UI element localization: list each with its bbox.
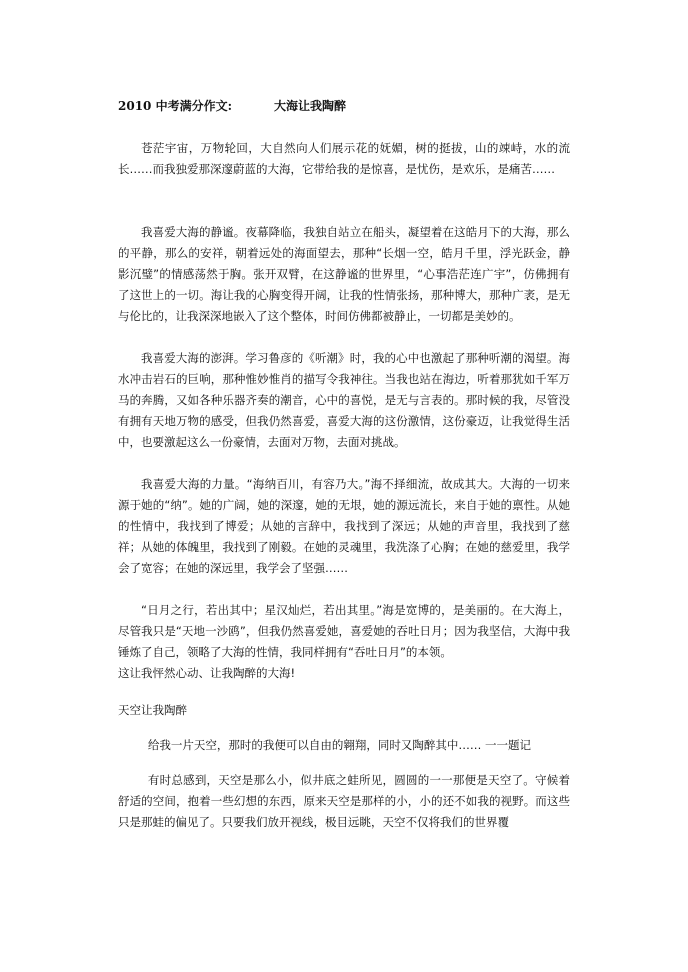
second-essay-title: 天空让我陶醉	[118, 703, 187, 717]
essay-title: 大海让我陶醉	[274, 99, 347, 113]
paragraph-surge: 我喜爱大海的澎湃。学习鲁彦的《听潮》时，我的心中也激起了那种听潮的渴望。海水冲击岩石的巨响，那种惟妙惟肖的描写令我神往。当我也站在海边，听着那犹如千军万马的奔腾，又如各种乐器齐奏的潮音，心中的喜悦，是无与言表的。那时候的我，尽管没有拥有天地万物的感受，但我仍然喜爱，喜爱大海的这份激情，这份豪迈，让我觉得生活中，也要激起这么一份豪情，去面对万物，去面对挑战。	[118, 351, 570, 449]
paragraph-sky: 有时总感到，天空是那么小，似井底之蛙所见，圆圆的一一那便是天空了。守候着舒适的空间，抱着一些幻想的东西，原来天空是那样的小，小的还不如我的视野。而这些只是那蛙的偏见了。只要我们放开视线，极目远眺，天空不仅将我们的世界覆	[118, 773, 570, 829]
paragraph-calm: 我喜爱大海的静谧。夜幕降临，我独自站立在船头，凝望着在这皓月下的大海，那么的平静，那么的安祥，朝着远处的海面望去，那种“长烟一空，皓月千里，浮光跃金，静影沉璧”的情感荡然于胸。张开双臂，在这静谧的世界里，“心事浩茫连广宇”，仿佛拥有了这世上的一切。海让我的心胸变得开阔，让我的性情张扬，那种博大，那种广袤，是无与伦比的，让我深深地嵌入了这个整体，时间仿佛都被静止，一切都是美妙的。	[118, 225, 570, 323]
paragraph-sun-moon: “日月之行，若出其中；星汉灿烂，若出其里。”海是宽博的，是美丽的。在大海上，尽管我只是“天地一沙鸥”，但我仍然喜爱她，喜爱她的吞吐日月；因为我坚信，大海中我锤炼了自己，领略了大海的性情，我同样拥有“吞吐日月”的本领。	[118, 603, 570, 659]
paragraph-intro: 苍茫宇宙，万物轮回，大自然向人们展示花的妩媚，树的挺拔，山的竦峙，水的流长……而我独爱那深邃蔚蓝的大海，它带给我的是惊喜，是忧伤，是欢乐，是痛苦……	[118, 141, 570, 176]
document-body	[118, 96, 570, 833]
document-title	[118, 96, 570, 117]
paragraph-power: 我喜爱大海的力量。“海纳百川，有容乃大。”海不择细流，故成其大。大海的一切来源于她的“纳”。她的广阔，她的深邃，她的无垠，她的源远流长，来自于她的禀性。从她的性情中，我找到了博爱；从她的言辞中，我找到了深远；从她的声音里，我找到了慈祥；从她的体魄里，我找到了刚毅。在她的灵魂里，我洗涤了心胸；在她的慈爱里，我学会了宽容；在她的深远里，我学会了坚强……	[118, 477, 570, 575]
epigraph: 给我一片天空，那时的我便可以自由的翱翔，同时又陶醉其中…… 一一题记	[147, 738, 532, 752]
closing-line: 这让我怦然心动、让我陶醉的大海!	[118, 666, 296, 680]
title-prefix: 2010 中考满分作文:	[118, 99, 233, 113]
